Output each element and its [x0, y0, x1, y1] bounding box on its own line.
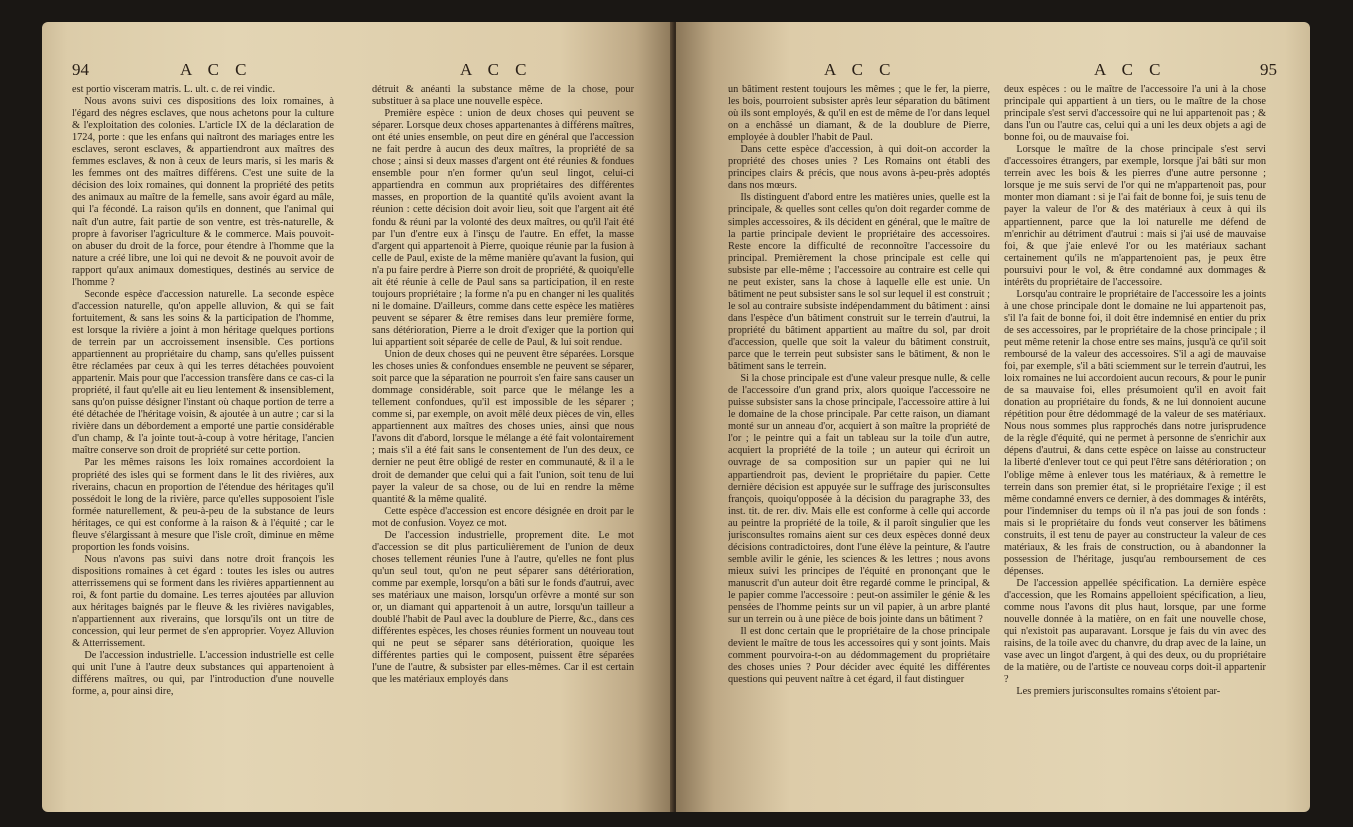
- paragraph: De l'accession appellée spécification. La dernière espèce d'accession, que les Romains appelloient spécification, a lieu, comme nous l'avons dit plus haut, lorsque, par une forme nouvelle donnée à la matière, on en fait une nouvelle chose, qui n'existoit pas auparavant. Lorsque je fais du vin avec des raisins, de la toile avec du chanvre, du drap avec de la laine, un vase avec un lingot d'argent, à qui des deux, ou du propriétaire de la matière, ou de l'artiste ce nouveau corps doit-il appartenir ?: [1004, 577, 1266, 686]
- paragraph: Nous n'avons pas suivi dans notre droit françois les dispositions romaines à cet égard : toutes les isles ou autres atterrissemens qui se forment dans les rivières appartiennent au roi, & font partie du domaine. Les terres ajoutées par alluvion aux héritages baignés par le fleuve & les rivières navigables, n'appartiennent aux riverains, que lorsqu'ils ont un titre de concession, qui leur permet de s'en approprier. Voyez Alluvion & Atterrissement.: [72, 553, 334, 650]
- right-page: [676, 22, 1310, 812]
- paragraph: Première espèce : union de deux choses qui peuvent se séparer. Lorsque deux choses appartenantes à différens maîtres, ont été unies ensemble, on peut dire en général que l'accession ne fait perdre à aucun des deux maîtres, la propriété de sa chose ; ainsi si deux masses d'argent ont été réunies & fondues ensemble pour n'en former qu'un seul lingot, celui-ci appartiendra en commun aux propriétaires des différentes masses, en proportion de la quantité qu'ils avoient avant la réunion : cette décision doit avoir lieu, soit que l'argent ait été fondu & réuni par la volonté des deux maîtres, ou qu'il l'ait été par l'un d'entre eux à l'insçu de l'autre. En effet, la masse d'argent qui appartenoit à Pierre, quoique réunie par la fusion à celle de Paul, existe de la même manière qu'avant la fusion, qui n'a pu faire perdre à Pierre son droit de propriété, & quoiqu'elle ait été réunie à celle de Paul sans sa participation, il en reste toujours propriétaire ; la forme n'a pu en changer ni les qualités ni le domaine. D'ailleurs, comme dans cette espèce les matières peuvent se séparer & être remises dans leur première forme, sans détérioration, Pierre a le droit d'exiger que la portion qui lui appartient soit séparée de celle de Paul, & lui soit rendue.: [372, 108, 634, 348]
- paragraph: Il est donc certain que le propriétaire de la chose principale devient le maître de tous les accessoires qui y sont joints. Mais comment pourvoira-t-on au dédommagement du propriétaire des choses unies ? Pour décider avec équité les différentes questions qui peuvent naître à cet égard, il faut distinguer: [728, 626, 990, 686]
- left-page-column-1: [72, 84, 334, 784]
- paragraph: Si la chose principale est d'une valeur presque nulle, & celle de l'accessoire d'un grand prix, alors quoique l'accessoire ne puisse subsister sans la chose principale, l'accessoire attire à lui le domaine de la chose principale. Par cette raison, un diamant monté sur un anneau d'or, acquiert à son maître la propriété de l'or ; le peintre qui a fait un tableau sur la toile d'un autre, acquiert la propriété de la toile ; un auteur qui écriroit un ouvrage de sa composition sur un papier qui ne lui appartiendroit pas, devient le propriétaire du papier. Cette dernière décision est appuyée sur le suffrage des jurisconsultes françois, quoiqu'opposée à la décision du paragraphe 33, des inst. tit. de rer. div. Mais elle est conforme à celle qui accorde au peintre la propriété de la toile, & il paroît singulier que les jurisconsultes romains aient sur ces deux espèces donné deux décisions contradictoires, dont l'une élève la peinture, & l'autre semble avilir le génie, les sciences & les lettres ; nous avons mieux suivi les principes de l'équité en prononçant que le manuscrit d'un auteur doit être regardé comme le principal, & le papier comme l'accessoire : peut-on assimiler le génie & les pensées de l'homme peints sur un vil papier, à un arbre planté sur un terrein ou à une pièce de bois jointe dans un bâtiment ?: [728, 373, 990, 626]
- paragraph: De l'accession industrielle. L'accession industrielle est celle qui unit l'une à l'autre deux substances qui appartenoient à différens maîtres, ou qui, par l'introduction d'une nouvelle forme, a, pour ainsi dire,: [72, 650, 334, 698]
- open-book: [42, 22, 1310, 812]
- right-page-header: [676, 60, 1310, 80]
- paragraph: deux espèces : ou le maître de l'accessoire l'a uni à la chose principale qui appartient à un tiers, ou le maître de la chose principale s'est servi d'accessoire qui ne lui appartenoit pas ; & dans l'un ou l'autre cas, celui qui a uni les deux objets a agi de bonne foi, ou de mauvaise foi.: [1004, 84, 1266, 144]
- paragraph: Les premiers jurisconsultes romains s'étoient par-: [1016, 686, 1221, 698]
- page-number-left: 94: [72, 60, 89, 79]
- running-head-right-2: A C C: [1094, 60, 1167, 79]
- paragraph: Dans cette espèce d'accession, à qui doit-on accorder la propriété des choses unies ? Les Romains ont établi des principes clairs & précis, que nous avons à-peu-près adoptés dans nos mœurs.: [728, 144, 990, 192]
- page-number-right: 95: [1260, 60, 1277, 79]
- paragraph: Ils distinguent d'abord entre les matières unies, quelle est la principale, & quelles sont celles qu'on doit regarder comme de simples accessoires, & ils décident en général, que le maître de la partie principale devient le propriétaire des accessoires. Reste encore la difficulté de reconnoître l'accessoire du principal. Premièrement la chose principale est celle qui subsiste par elle-même ; l'accessoire au contraire est celle qui ne peut exister, sans la chose à laquelle elle est unie. Un bâtiment ne peut subsister sans le sol sur lequel il est construit ; le sol au contraire subsiste indépendamment du bâtiment : ainsi dans l'espèce d'un bâtiment construit sur le terrein d'autrui, la propriété du bâtiment appartient au maître du sol, par droit d'accession, quelle que soit la valeur du bâtiment construit, parce que le terrein peut subsister sans le bâtiment, & non le bâtiment sans le terrein.: [728, 192, 990, 373]
- paragraph: Lorsque le maître de la chose principale s'est servi d'accessoires étrangers, par exemple, lorsque j'ai bâti sur mon terrein avec les bois & les pierres d'une autre personne ; lorsque je me suis servi de l'or qui ne m'appartenoit pas, pour monter mon diamant : si je l'ai fait de bonne foi, je suis tenu de payer la valeur de l'or & des matériaux à ceux à qui ils appartiennent, parce que la loi naturelle me défend de m'enrichir au détriment d'autrui : mais si j'ai usé de mauvaise foi, & que j'aie enlevé l'or ou les matériaux sachant certainement qu'ils ne m'appartenoient pas, je peux être poursuivi pour le vol, & être condamné aux dommages & intérêts du propriétaire de l'accessoire.: [1004, 144, 1266, 288]
- running-head-right-1: A C C: [824, 60, 897, 79]
- paragraph: détruit & anéanti la substance même de la chose, pour substituer à sa place une nouvelle espèce.: [372, 84, 634, 108]
- paragraph: un bâtiment restent toujours les mêmes ; que le fer, la pierre, les bois, pourroient subsister après leur séparation du bâtiment où ils sont employés, & qu'il en est de même de l'or dans lequel on a enchâssé un diamant, & de la doublure de Pierre, employée à doubler l'habit de Paul.: [728, 84, 990, 144]
- running-head-left-1: A C C: [180, 60, 253, 79]
- paragraph: est portio visceram matris. L. ult. c. de rei vindic.: [72, 84, 276, 95]
- paragraph: Nous avons suivi ces dispositions des loix romaines, à l'égard des négres esclaves, que nous achetons pour la culture & l'exploitation des colonies. L'article IX de la déclaration de 1724, porte : que les enfans qui naîtront des mariages entre les esclaves, seront esclaves, & appartiendront aux maîtres des femmes esclaves, & non à ceux de leurs maris, si les maris & les femmes ont des maîtres différens. C'est une suite de la décision des loix romaines, qui donnent la propriété des petits des animaux au maître de la femelle, sans avoir égard au mâle, qui l'a fécondé. La raison qu'ils en donnent, que l'animal qui naît d'un autre, fait partie de son ventre, est très-naturelle, & propre à favoriser l'agriculture & le commerce. Mais pouvoit-on abuser du droit de la force, pour étendre à l'homme que la nature a créé libre, une loi qui ne devoit & ne pouvoit avoir de rapport qu'aux animaux domestiques, destinés au service de l'homme ?: [72, 96, 334, 288]
- paragraph: Union de deux choses qui ne peuvent être séparées. Lorsque les choses unies & confondues ensemble ne peuvent se séparer, soit parce que la séparation ne pourroit s'en faire sans causer un dommage considérable, soit parce que le mélange les a tellement confondues, qu'il est impossible de les séparer ; comme si, par exemple, on avoit mêlé deux pièces de vin, elles appartiennent aux maîtres des choses unies, ainsi que nous l'avons dit d'abord, lorsque le mélange a été fait volontairement ; mais s'il a été fait sans le consentement de l'un des deux, ce dernier ne peut être obligé de rester en communauté, & il a le droit de demander que celui qui a fait l'union, soit tenu de lui payer la valeur de sa chose, ou de lui en rendre la même quantité & la même qualité.: [372, 349, 634, 505]
- right-page-column-1: [728, 84, 990, 784]
- left-page: [42, 22, 674, 812]
- paragraph: Cette espèce d'accession est encore désignée en droit par le mot de confusion. Voyez ce mot.: [372, 505, 634, 529]
- paragraph: Par les mêmes raisons les loix romaines accordoient la propriété des isles qui se forment dans le lit des rivières, aux riverains, chacun en proportion de l'étendue des héritages qu'il possédoit le long de la rivière, parce qu'elles supposoient l'isle formée naturellement, & peu-à-peu de la substance de leurs héritages, ce qui est conforme à la raison & à l'équité ; car le fleuve s'élargissant à mesure que l'isle croît, diminue en même proportion les fonds voisins.: [72, 457, 334, 553]
- right-page-column-2: [1004, 84, 1266, 784]
- running-head-left-2: A C C: [460, 60, 533, 79]
- left-page-column-2: [372, 84, 634, 784]
- left-page-header: [42, 60, 674, 80]
- paragraph: De l'accession industrielle, proprement dite. Le mot d'accession se dit plus particulièrement de l'union de deux choses tellement réunies l'une à l'autre, qu'elles ne font plus qu'un seul tout, qu'on ne peut séparer sans détérioration, comme par exemple, lorsqu'on a bâti sur le fonds d'autrui, avec ses matériaux une maison, lorsqu'un orfèvre a monté sur son or, un diamant qui appartenoit à un autre, lorsqu'un tailleur a doublé l'habit de Paul avec la doublure de Pierre, &c., dans ces différentes espèces, les choses réunies forment un nouveau tout qui ne peut se séparer sans détérioration, quoique les différentes parties qui le composent, puissent être séparées l'une de l'autre, & subsister par elles-mêmes. Car il est certain que les matériaux employés dans: [372, 529, 634, 686]
- paragraph: Lorsqu'au contraire le propriétaire de l'accessoire les a joints à une chose principale dont le domaine ne lui appartenoit pas, s'il l'a fait de bonne foi, il doit être indemnisé en entier du prix de ses accessoires, par le propriétaire de la chose principale ; il peut même retenir la chose entre ses mains, jusqu'à ce qu'il soit remboursé de la valeur des accessoires. S'il a agi de mauvaise foi, par exemple, s'il a bâti sciemment sur le terrein d'autrui, les loix romaines ne lui accordoient aucun recours, & pour le punir de sa mauvaise foi, elles présumoient qu'il en avoit fait donation au propriétaire du fonds, & ne lui donnoient aucune répétition pour être dédommagé de la valeur de ses matériaux. Nous nous sommes plus rapprochés dans notre jurisprudence de la règle d'équité, qui ne permet à personne de s'enrichir aux dépens d'autrui, & dans cette espèce on laisse au constructeur la liberté d'enlever tout ce qui peut l'être sans détérioration ; on l'oblige même à enlever tous les matériaux, & à remettre le terrein dans son premier état, si le propriétaire l'exige ; il est même condamné envers ce dernier, à des dommages & intérêts, pour l'indemniser du temps où il n'a pas joui de son fonds : mais si le propriétaire du fonds veut conserver les bâtimens construits, il est tenu de payer au constructeur la valeur de ces matériaux, & les frais de construction, ou à abandonner la possession de l'héritage, jusqu'au remboursement de ces dépenses.: [1004, 288, 1266, 577]
- paragraph: Seconde espèce d'accession naturelle. La seconde espèce d'accession naturelle, qu'on appelle alluvion, & qui se fait fortuitement, & sans les soins & la participation de l'homme, est lorsque la rivière a joint à mon héritage quelques portions de terrein par un accroissement insensible. Ces portions appartiennent au propriétaire du champ, sans qu'elles puissent être réclamées par ceux à qui les terres détachées pouvoient appartenir. Mais pour que l'accession transfère dans ce cas-ci la propriété, il faut qu'elle ait eu lieu lentement & insensiblement, sans qu'on puisse désigner l'instant où chaque portion de terre a été détachée de l'héritage voisin, & ajoutée à un autre ; car si la rivière dans un débordement a emporté une partie considérable d'un champ, & l'a jointe tout-à-coup à votre héritage, l'ancien maître conserve son droit de propriété sur cette portion.: [72, 288, 334, 457]
